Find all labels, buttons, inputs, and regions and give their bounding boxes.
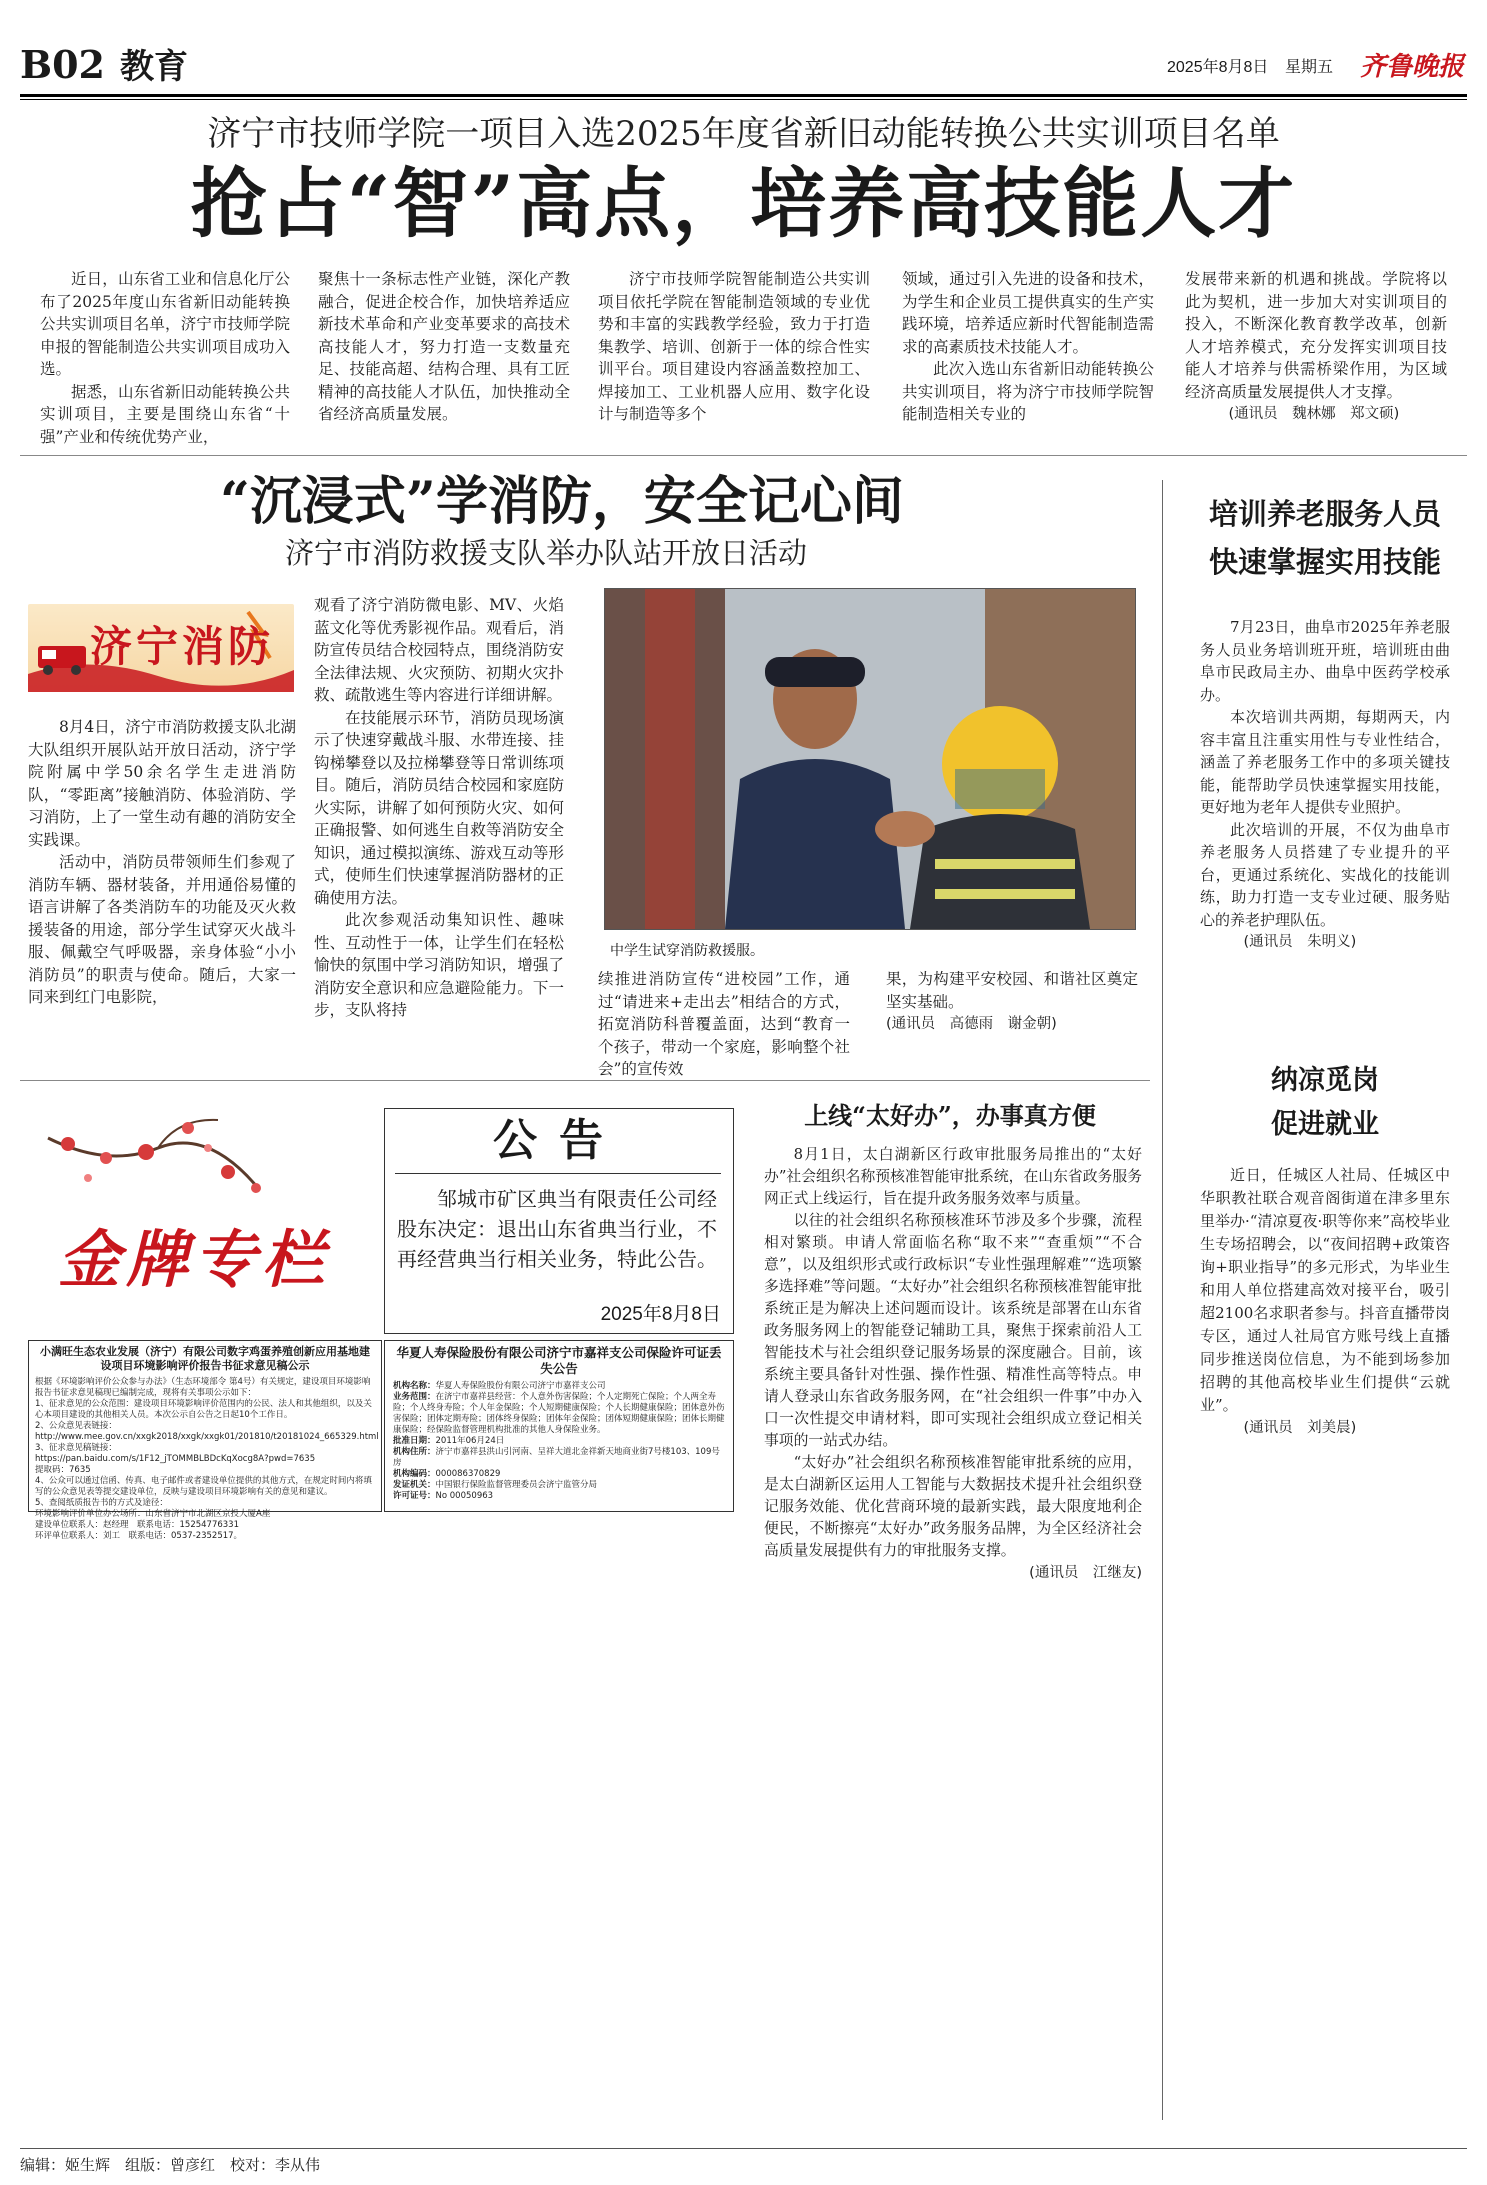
paragraph: 济宁市技师学院智能制造公共实训项目依托学院在智能制造领域的专业优势和丰富的实践教学经验，致力于打造集教学、培训、创新于一体的综合性实训平台。项目建设内容涵盖数控加工、焊接加工、工业机器人应用、数字化设计与制造等多个	[598, 270, 870, 423]
paragraph: 活动中，消防员带领师生们参观了消防车辆、器材装备，并用通俗易懂的语言讲解了各类消防车的功能及灭火救援装备的用途，部分学生试穿灭火战斗服、佩戴空气呼吸器，亲身体验“小小消防员”的职责与使命。随后，大家一同来到红门电影院，	[28, 853, 296, 1006]
notice-date: 2025年8月8日	[600, 1304, 721, 1325]
paragraph: 在技能展示环节，消防员现场演示了快速穿戴战斗服、水带连接、挂钩梯攀登以及拉梯攀登等日常训练项目。随后，消防员结合校园和家庭防火实际，讲解了如何预防火灾、如何正确报警、如何逃生自救等消防安全知识，通过模拟演练、游戏互动等形式，使师生们快速掌握消防器材的正确使用方法。	[314, 708, 564, 907]
article1-col5	[1185, 268, 1447, 426]
env-notice-title: 小满旺生态农业发展（济宁）有限公司数字鸡蛋养殖创新应用基地建设项目环境影响评价报告书征求意见稿公示	[40, 1346, 370, 1372]
notice-line: 提取码：7635	[35, 1465, 91, 1475]
article5-body	[1200, 1164, 1450, 1440]
logo-text: 济宁消防	[90, 622, 275, 671]
notice-line: 4、公众可以通过信函、传真、电子邮件或者建设单位提供的其他方式，在规定时间内将填写的公众意见表等提交建设单位，反映与建设项目环境影响有关的意见和建议。	[35, 1476, 372, 1497]
paragraph: 此次培训的开展，不仅为曲阜市养老服务人员搭建了专业提升的平台，更通过系统化、实战化的技能训练，助力打造一支专业过硬、服务贴心的养老护理队伍。	[1200, 820, 1450, 929]
article3-headline-1: 培训养老服务人员	[1208, 497, 1441, 531]
firefighter-photo	[604, 588, 1136, 930]
notice-line: 环境影响评价单位办公场所：山东省济宁市北湖区京投大厦A座	[35, 1509, 271, 1519]
article2-col3	[598, 968, 850, 1081]
paragraph: 据悉，山东省新旧动能转换公共实训项目，主要是围绕山东省“十强”产业和传统优势产业，	[40, 382, 290, 446]
paragraph: 8月4日，济宁市消防救援支队北湖大队组织开展队站开放日活动，济宁学院附属中学50余名学生走进消防队，“零距离”接触消防、体验消防、学习消防，上了一堂生动有趣的消防安全实践课。	[28, 718, 296, 849]
paragraph: “太好办”社会组织名称预核准智能审批系统的应用，是太白湖新区运用人工智能与大数据技术提升社会组织登记服务效能、优化营商环境的最新实践，最大限度地利企便民，不断擦亮“太好办”政务服务品牌，为全区经济社会高质量发展提供有力的审批服务支撑。	[764, 1454, 1142, 1559]
notice-line: 3、征求意见稿链接：	[35, 1443, 117, 1453]
article4-headline: 上线“太好办”，办事真方便	[804, 1101, 1096, 1130]
article1-kicker: 济宁市技师学院一项目入选2025年度省新旧动能转换公共实训项目名单	[207, 114, 1280, 154]
notice-body: 邹城市矿区典当有限责任公司经股东决定：退出山东省典当行业，不再经营典当行相关业务，特此公告。	[397, 1189, 717, 1271]
notice-row: 机构名称：华夏人寿保险股份有限公司济宁市嘉祥支公司	[393, 1381, 606, 1391]
article5-headline-1: 纳凉觅岗	[1271, 1065, 1379, 1096]
notice-row: 发证机关：中国银行保险监督管理委员会济宁监管分局	[393, 1480, 598, 1490]
byline: (通讯员 朱明义)	[1243, 934, 1357, 950]
article2-col4	[886, 968, 1138, 1036]
byline: (通讯员 魏林娜 郑文硕)	[1228, 406, 1400, 422]
env-notice-body	[35, 1377, 379, 1542]
paragraph: 7月23日，曲阜市2025年养老服务人员业务培训班开班，培训班由曲阜市民政局主办、曲阜中医药学校承办。	[1200, 618, 1450, 704]
article2-headline: “沉浸式”学消防，安全记心间	[220, 471, 904, 532]
article1-col4	[902, 268, 1154, 426]
article1-headline: 抢占“智”高点，培养高技能人才	[190, 159, 1297, 248]
paragraph: 本次培训共两期，每期两天，内容丰富且注重实用性与专业性结合，涵盖了养老服务工作中的多项关键技能，能帮助学员快速掌握实用技能，更好地为老年人提供专业照护。	[1200, 708, 1450, 816]
photo-caption: 中学生试穿消防救援服。	[610, 942, 764, 958]
insurance-notice-title: 华夏人寿保险股份有限公司济宁市嘉祥支公司保险许可证丢失公告	[396, 1346, 722, 1376]
paragraph: 此次入选山东省新旧动能转换公共实训项目，将为济宁市技师学院智能制造相关专业的	[902, 360, 1154, 423]
article2-col1	[28, 716, 296, 1009]
byline: (通讯员 江继友)	[1029, 1565, 1142, 1581]
notice-line: 1、征求意见的公众范围：建设项目环境影响评价范围内的公民、法人和其他组织，以及关心本项目建设的其他相关人员。本次公示自公告之日起10个工作日。	[35, 1399, 372, 1420]
notice-line: 根据《环境影响评价公众参与办法》（生态环境部令 第4号）有关规定，建设项目环境影响报告书征求意见稿现已编制完成，现将有关事项公示如下：	[35, 1377, 371, 1398]
article3-body	[1200, 616, 1450, 954]
article3-headline-2: 快速掌握实用技能	[1208, 545, 1441, 579]
paragraph: 领域，通过引入先进的设备和技术，为学生和企业员工提供真实的生产实践环境，培养适应新时代智能制造需求的高素质技术技能人才。	[902, 270, 1154, 356]
article1-col3	[598, 268, 870, 426]
section-divider	[20, 455, 1467, 456]
paragraph: 8月1日，太白湖新区行政审批服务局推出的“太好办”社会组织名称预核准智能审批系统，在山东省政务服务网正式上线运行，旨在提升政务服务效率与质量。	[764, 1146, 1142, 1207]
paragraph: 以往的社会组织名称预核准环节涉及多个步骤，流程相对繁琐。申请人常面临名称“取不来”“查重烦”“不合意”，以及组织形式或行政标识“专业性强理解难”“选项繁多选择难”等问题。“太好办”社会组织名称预核准智能审批系统正是为解决上述问题而设计。该系统是部署在山东省政务服务网上的智能登记辅助工具，聚焦于探索前沿人工智能技术与社会组织登记服务场景的深度融合。目前，该系统主要具备针对性强、操作性强、精准性高等特点。申请人登录山东省政务服务网，在“社会组织一件事”中办入口一次性提交申请材料，即可实现社会组织成立登记相关事项的一站式办结。	[764, 1212, 1142, 1449]
paragraph: 此次参观活动集知识性、趣味性、互动性于一体，让学生们在轻松愉快的氛围中学习消防知识，增强了消防安全意识和应急避险能力。下一步，支队将持	[314, 911, 564, 1019]
notice-row: 机构住所：济宁市嘉祥县洪山引河南、呈祥大道北金祥新天地商业街7号楼103、109号房	[393, 1447, 720, 1468]
section-name: 教育	[120, 47, 188, 87]
notice-line: 建设单位联系人：赵经理 联系电话：15254776331	[35, 1520, 239, 1530]
page-number: B02	[20, 42, 105, 87]
paragraph: 发展带来新的机遇和挑战。学院将以此为契机，进一步加大对实训项目的投入，不断深化教育教学改革，创新人才培养模式，充分发挥实训项目技能人才培养与供需桥梁作用，为区域经济高质量发展提供人才支撑。	[1185, 270, 1447, 401]
header-rule-thin	[20, 99, 1467, 100]
notice-row: 业务范围：在济宁市嘉祥县经营：个人意外伤害保险；个人定期死亡保险；个人两全寿险；个人终身寿险；个人年金保险；个人短期健康保险；个人长期健康保险；团体意外伤害保险；团体定期寿险；团体终身保险；团体年金保险；团体短期健康保险；团体长期健康保险；经保险监督管理机构批准的其他人身保险业务。	[393, 1392, 725, 1435]
gold-column-title: 金牌专栏	[58, 1223, 331, 1296]
notice-row: 机构编码：000086370829	[393, 1469, 501, 1479]
byline: (通讯员 刘美晨)	[1243, 1420, 1357, 1436]
insurance-notice-body	[393, 1381, 727, 1502]
paragraph: 果，为构建平安校园、和谐社区奠定坚实基础。	[886, 970, 1138, 1011]
notice-link[interactable]: https://pan.baidu.com/s/1F12_jTOMMBLBDcKqXocg8A?pwd=7635	[35, 1454, 316, 1464]
notice-line: 环评单位联系人：刘工 联系电话：0537-2352517。	[35, 1531, 243, 1541]
byline: (通讯员 高德雨 谢金朝)	[886, 1016, 1057, 1032]
notice-box	[384, 1108, 734, 1334]
article5-headline-2: 促进就业	[1271, 1109, 1379, 1140]
notice-line: 5、查阅纸质报告书的方式及途径：	[35, 1498, 168, 1508]
newspaper-logo: 齐鲁晚报	[1360, 52, 1465, 82]
gold-column-banner	[28, 1108, 358, 1308]
paragraph: 近日，山东省工业和信息化厅公布了2025年度山东省新旧动能转换公共实训项目名单，济宁市技师学院申报的智能制造公共实训项目成功入选。	[40, 270, 290, 378]
header-date: 2025年8月8日	[1167, 59, 1269, 76]
paragraph: 近日，任城区人社局、任城区中华职教社联合观音阁街道在津多里东里举办·“清凉夏夜·职等你来”高校毕业生专场招聘会，以“夜间招聘+政策咨询+职业指导”的多元形式，为毕业生和用人单位搭建高效对接平台，吸引超2100名求职者参与。抖音直播带岗专区，通过人社局官方账号线上直播同步推送岗位信息，为不能到场参加招聘的其他高校毕业生们提供“云就业”。	[1200, 1166, 1450, 1414]
footer-rule	[20, 2148, 1467, 2149]
env-notice-box	[28, 1340, 382, 1541]
paragraph: 观看了济宁消防微电影、MV、火焰蓝文化等优秀影视作品。观看后，消防宣传员结合校园特点，围绕消防安全法律法规、火灾预防、初期火灾扑救、疏散逃生等内容进行详细讲解。	[314, 596, 564, 704]
header-rule	[20, 94, 1467, 97]
notice-row: 许可证号：No 00050963	[393, 1491, 494, 1501]
notice-line: 2、公众意见表链接：	[35, 1421, 117, 1431]
column-rule	[1162, 480, 1163, 2120]
article2-col2	[314, 594, 564, 1022]
paragraph: 续推进消防宣传“进校园”工作，通过“请进来+走出去”相结合的方式，拓宽消防科普覆盖面，达到“教育一个孩子，带动一个家庭，影响整个社会”的宣传效	[598, 970, 850, 1078]
paragraph: 聚焦十一条标志性产业链，深化产教融合，促进企校合作，加快培养适应新技术革命和产业变革要求的高技术高技能人才，努力打造一支数量充足、技能高超、结构合理、具有工匠精神的高技能人才队伍，加快推动全省经济高质量发展。	[318, 270, 570, 423]
page-header	[20, 42, 1467, 94]
section-divider	[20, 1080, 1150, 1081]
header-weekday: 星期五	[1285, 59, 1334, 76]
article1-col1	[40, 268, 290, 448]
jining-fire-logo	[28, 604, 294, 692]
article2-subhead: 济宁市消防救援支队举办队站开放日活动	[285, 536, 808, 570]
article1-col2	[318, 268, 570, 426]
insurance-notice-box	[384, 1340, 734, 1512]
footer-credits: 编辑：姬生辉 组版：曾彦红 校对：李从伟	[20, 2157, 321, 2174]
article4-body	[764, 1144, 1142, 1584]
notice-title: 公告	[493, 1115, 625, 1166]
notice-link[interactable]: http://www.mee.gov.cn/xxgk2018/xxgk/xxgk01/201810/t20181024_665329.html	[35, 1432, 379, 1442]
notice-row: 批准日期：2011年06月24日	[393, 1436, 505, 1446]
